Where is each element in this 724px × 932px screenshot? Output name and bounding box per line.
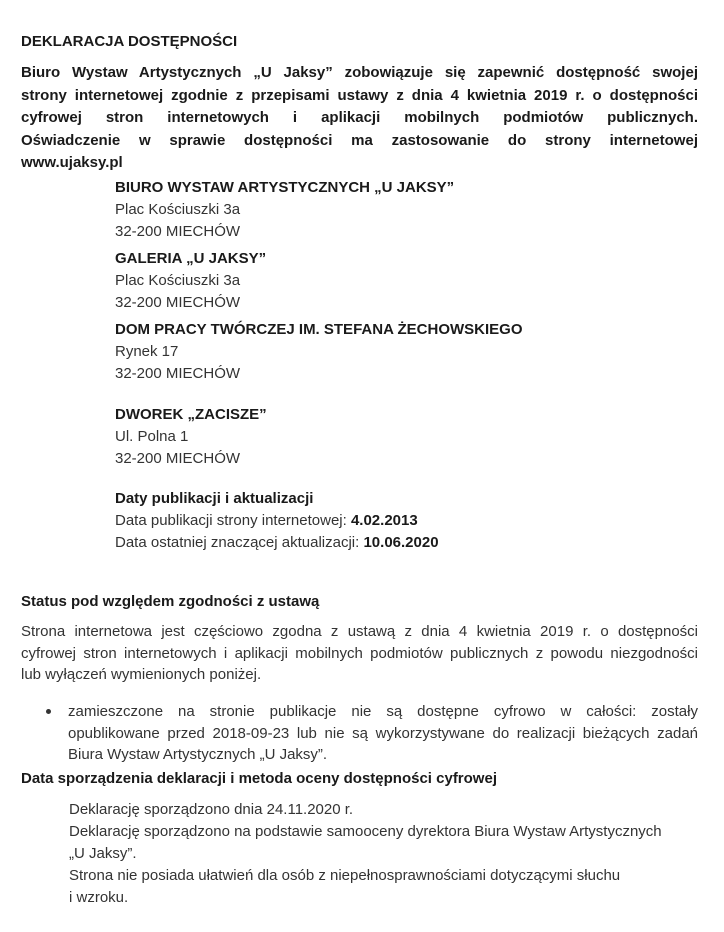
exclusions-list (44, 701, 698, 766)
bullet-line: opublikowane przed 2018-09-23 lub nie są wykorzystywane do realizacji bieżących zadań (68, 724, 698, 742)
updated-value: 10.06.2020 (363, 534, 439, 551)
bullet-line: Biura Wystaw Artystycznych „U Jaksy”. (68, 746, 328, 763)
institution-street: Plac Kościuszki 3a (115, 201, 241, 218)
published-date-row (115, 510, 439, 532)
declaration-line: Deklarację sporządzono dnia 24.11.2020 r. (69, 801, 354, 818)
updated-label: Data ostatniej znaczącej aktualizacji: (115, 534, 364, 551)
institution-street: Ul. Polna 1 (115, 428, 189, 445)
published-label: Data publikacji strony internetowej: (115, 512, 351, 529)
intro-line-url: www.ujaksy.pl (21, 154, 123, 171)
institution-name: BIURO WYSTAW ARTYSTYCZNYCH „U JAKSY” (115, 179, 455, 196)
published-value: 4.02.2013 (350, 512, 418, 529)
status-line: lub wyłączeń wymienionych poniżej. (21, 666, 262, 683)
bullet-line: zamieszczone na stronie publikacje nie są dostępne cyfrowo w całości: zostały (68, 703, 698, 720)
declaration-line: „U Jaksy”. (69, 845, 137, 862)
list-item (44, 701, 698, 766)
declaration-line: Strona nie posiada ułatwień dla osób z niepełnosprawnościami dotyczącymi słuchu (69, 867, 621, 884)
bullet-icon (46, 709, 51, 714)
institution-name: DOM PRACY TWÓRCZEJ IM. STEFANA ŻECHOWSKIEGO (115, 321, 523, 338)
institution-name: DWOREK „ZACISZE” (115, 406, 267, 423)
institution-galeria (115, 248, 266, 314)
dates-title: Daty publikacji i aktualizacji (115, 490, 314, 507)
intro-paragraph (21, 62, 698, 175)
institution-street: Plac Kościuszki 3a (115, 272, 241, 289)
updated-date-row (115, 532, 439, 554)
institution-street: Rynek 17 (115, 343, 179, 360)
publication-dates (115, 488, 439, 554)
intro-line: Biuro Wystaw Artystycznych „U Jaksy” zobowiązuje się zapewnić dostępność swojej (21, 64, 698, 81)
status-paragraph (21, 621, 698, 686)
declaration-line: i wzroku. (69, 889, 129, 906)
institution-city: 32-200 MIECHÓW (115, 294, 241, 311)
intro-line: cyfrowej stron internetowych i aplikacji mobilnych podmiotów publicznych. (21, 109, 698, 126)
institution-city: 32-200 MIECHÓW (115, 365, 241, 382)
institution-dom-pracy (115, 319, 523, 385)
institution-city: 32-200 MIECHÓW (115, 450, 241, 467)
status-title: Status pod względem zgodności z ustawą (21, 593, 320, 610)
institution-bwa (115, 177, 454, 243)
declaration-details (69, 799, 662, 909)
declaration-line: Deklarację sporządzono na podstawie samooceny dyrektora Biura Wystaw Artystycznych (69, 823, 662, 840)
institution-name: GALERIA „U JAKSY” (115, 250, 267, 267)
declaration-title: Data sporządzenia deklaracji i metoda oceny dostępności cyfrowej (21, 770, 497, 787)
intro-line: Oświadczenie w sprawie dostępności ma zastosowanie do strony internetowej (21, 131, 698, 149)
institution-city: 32-200 MIECHÓW (115, 223, 241, 240)
intro-line: strony internetowej zgodnie z przepisami ustawy z dnia 4 kwietnia 2019 r. o dostępności (21, 86, 698, 104)
status-line: cyfrowej stron internetowych i aplikacji mobilnych podmiotów publicznych z powodu niezgodności (21, 644, 698, 662)
status-line: Strona internetowa jest częściowo zgodna z ustawą z dnia 4 kwietnia 2019 r. o dostępności (21, 623, 698, 640)
institution-dworek (115, 404, 267, 470)
page-title: DEKLARACJA DOSTĘPNOŚCI (21, 33, 238, 50)
